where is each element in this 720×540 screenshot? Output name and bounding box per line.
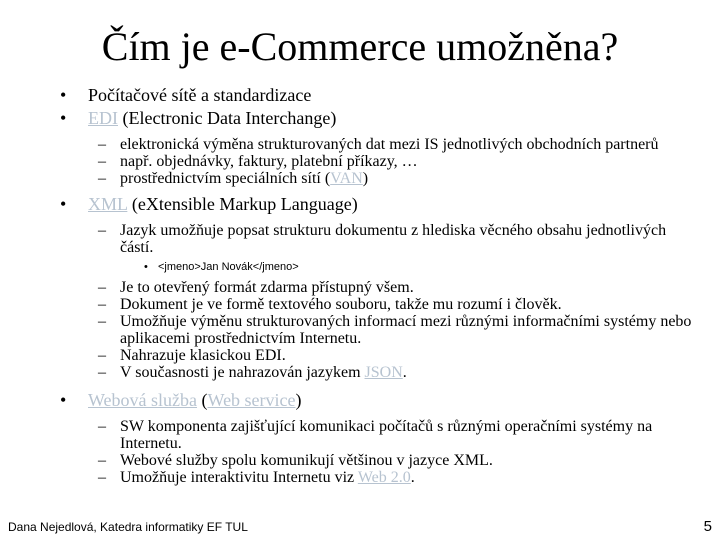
sub-item-text: Nahrazuje klasickou EDI. [120,347,286,364]
sub-item-text: ) [362,170,369,187]
van-link[interactable]: VAN [330,170,363,187]
sub-item-text: Dokument je ve formě textového souboru, takže mu rozumí i člověk. [120,296,562,313]
sub-item-text: Jazyk umožňuje popsat strukturu dokumentu z hlediska věcného obsahu jednotlivých částí. [120,222,667,256]
bullet-text: Počítačové sítě a standardizace [88,85,312,105]
sub-item-text: . [410,469,415,486]
sub-item [60,170,700,187]
sub-item [60,296,700,313]
bullet-text: ( [197,390,208,410]
sub-item-text: elektronická výměna strukturovaných dat mezi IS jednotlivých obchodních partnerů [120,136,659,153]
dash-marker: – [98,222,106,239]
slide-title: Čím je e-Commerce umožněna? [101,24,619,69]
sub-item-text: Umožňuje interaktivitu Internetu viz [120,469,358,486]
dash-marker: – [98,296,106,313]
bullet-marker: • [144,261,148,273]
web20-link[interactable]: Web 2.0 [357,469,411,486]
sub-item-text: prostřednictvím speciálních sítí ( [120,170,331,187]
bullet-marker: • [60,390,67,410]
json-link[interactable]: JSON [364,364,403,381]
footer-author: Dana Nejedlová, Katedra informatiky EF TUL [8,520,248,534]
sub-item [60,364,700,381]
sub-item [60,222,700,256]
bullet-marker: • [60,108,67,128]
dash-marker: – [98,364,106,381]
bullet-text: (eXtensible Markup Language) [127,194,358,214]
sub-item [60,153,700,170]
bullet-marker: • [60,85,67,105]
xml-link[interactable]: XML [88,194,128,214]
bullet-marker: • [60,194,67,214]
dash-marker: – [98,452,106,469]
sub-item-text: SW komponenta zajišťující komunikaci počítačů s různými operačními systémy na Internetu. [120,418,653,452]
sub-item-text: V současnosti je nahrazován jazykem [120,364,365,381]
page-number: 5 [703,518,712,535]
sub-item [60,452,700,469]
xml-example-text: <jmeno>Jan Novák</jmeno> [158,261,299,273]
edi-link[interactable]: EDI [88,108,118,128]
sub-item-text: . [402,364,407,381]
bullet-text: ) [295,390,302,410]
web-service-cz-link[interactable]: Webová služba [88,390,198,410]
sub-item [60,418,700,452]
sub-item [60,469,700,486]
bullet-networks [60,84,700,107]
sub-item-text: Webové služby spolu komunikují většinou v jazyce XML. [120,452,493,469]
dash-marker: – [98,418,106,435]
bullet-xml [60,193,700,216]
dash-marker: – [98,153,106,170]
xml-example-item [60,260,700,274]
sub-item [60,347,700,364]
bullet-text: (Electronic Data Interchange) [118,108,337,128]
dash-marker: – [98,170,106,187]
sub-item-text: Je to otevřený formát zdarma přístupný všem. [120,279,414,296]
dash-marker: – [98,279,106,296]
dash-marker: – [98,469,106,486]
dash-marker: – [98,347,106,364]
sub-item [60,136,700,153]
sub-item-text: Umožňuje výměnu strukturovaných informací mezi různými informačními systémy nebo aplikacemi prostřednictvím Internetu. [120,313,692,347]
sub-item [60,279,700,296]
web-service-en-link[interactable]: Web service [207,390,296,410]
slide-content [60,84,700,486]
dash-marker: – [98,136,106,153]
dash-marker: – [98,313,106,330]
sub-item [60,313,700,347]
sub-item-text: např. objednávky, faktury, platební příkazy, … [120,153,418,170]
bullet-web-service [60,389,700,412]
bullet-edi [60,107,700,130]
